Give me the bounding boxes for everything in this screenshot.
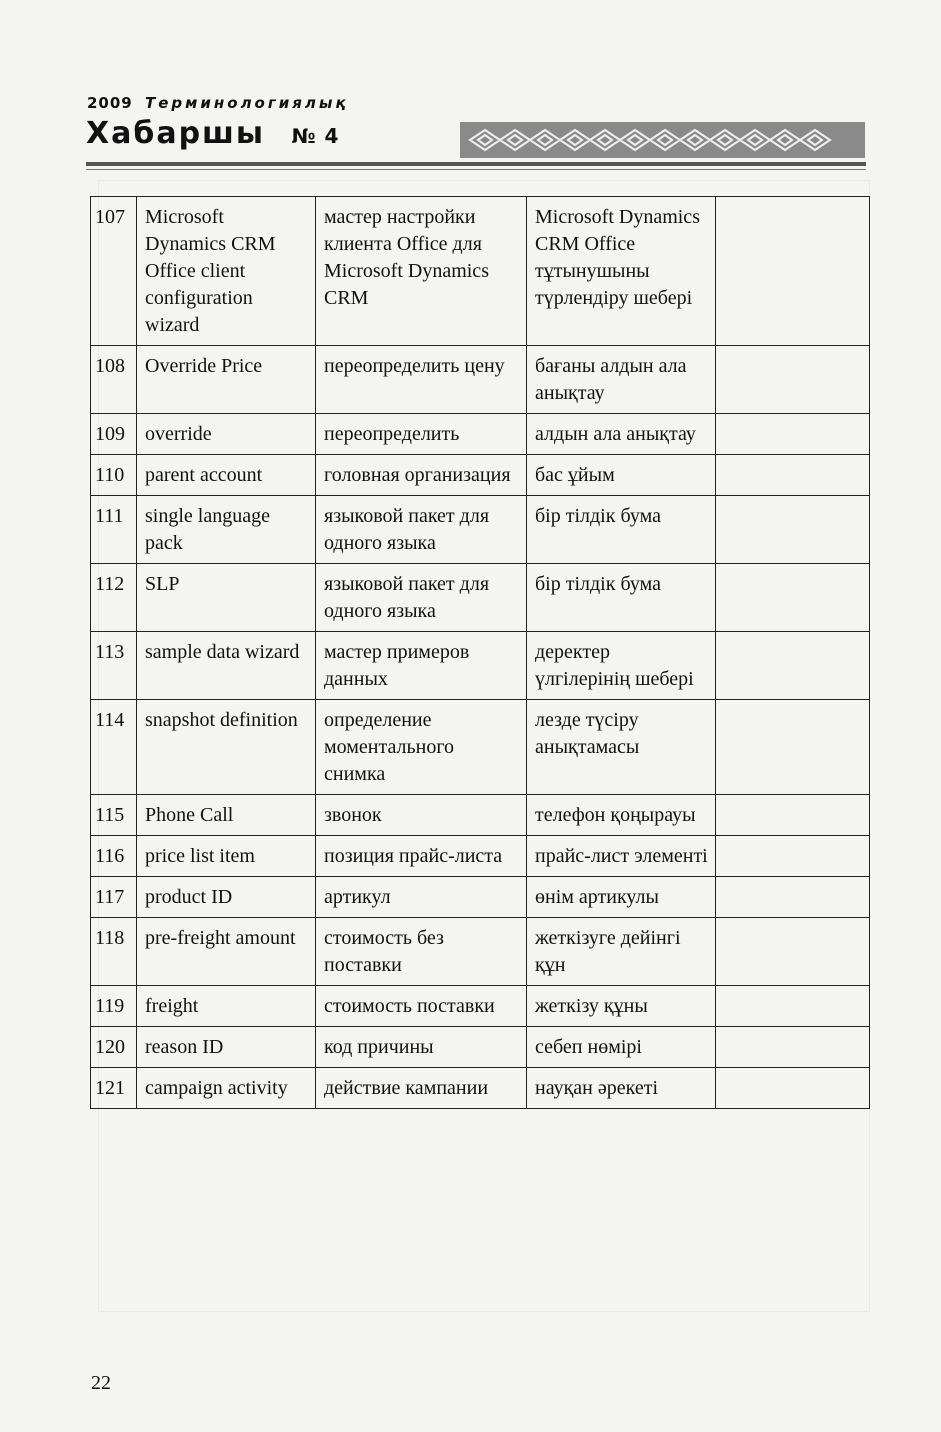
term-russian: переопределить цену — [316, 346, 527, 414]
term-number: 108 — [91, 346, 137, 414]
term-english: freight — [137, 986, 316, 1027]
term-number: 111 — [91, 496, 137, 564]
header-rule — [86, 162, 866, 166]
term-number: 109 — [91, 414, 137, 455]
term-russian: головная организация — [316, 455, 527, 496]
term-russian: мастер примеров данных — [316, 632, 527, 700]
table-row — [91, 1027, 870, 1068]
term-kazakh: алдын ала анықтау — [527, 414, 716, 455]
term-kazakh: телефон қоңырауы — [527, 795, 716, 836]
term-empty-cell — [716, 455, 870, 496]
term-russian: код причины — [316, 1027, 527, 1068]
term-kazakh: бір тілдік бума — [527, 496, 716, 564]
term-english: Phone Call — [137, 795, 316, 836]
term-english: parent account — [137, 455, 316, 496]
term-english: price list item — [137, 836, 316, 877]
term-kazakh: бас ұйым — [527, 455, 716, 496]
term-english: single language pack — [137, 496, 316, 564]
table-row — [91, 918, 870, 986]
term-number: 112 — [91, 564, 137, 632]
term-russian: мастер настройки клиента Office для Microsoft Dynamics CRM — [316, 197, 527, 346]
term-kazakh: өнім артикулы — [527, 877, 716, 918]
term-kazakh: жеткізуге дейінгі құн — [527, 918, 716, 986]
term-russian: звонок — [316, 795, 527, 836]
term-english: snapshot definition — [137, 700, 316, 795]
term-english: SLP — [137, 564, 316, 632]
term-empty-cell — [716, 197, 870, 346]
term-empty-cell — [716, 632, 870, 700]
term-empty-cell — [716, 918, 870, 986]
term-russian: стоимость поставки — [316, 986, 527, 1027]
term-russian: позиция прайс-листа — [316, 836, 527, 877]
term-russian: переопределить — [316, 414, 527, 455]
term-empty-cell — [716, 564, 870, 632]
term-kazakh: деректер үлгілерінің шебері — [527, 632, 716, 700]
table-row — [91, 197, 870, 346]
term-number: 120 — [91, 1027, 137, 1068]
term-number: 107 — [91, 197, 137, 346]
journal-year: 2009 — [87, 94, 133, 112]
term-english: Microsoft Dynamics CRM Office client configuration wizard — [137, 197, 316, 346]
header-rule-thin — [86, 169, 866, 170]
term-russian: стоимость без поставки — [316, 918, 527, 986]
term-number: 115 — [91, 795, 137, 836]
term-number: 116 — [91, 836, 137, 877]
term-empty-cell — [716, 414, 870, 455]
journal-header-line — [87, 94, 349, 112]
term-number: 114 — [91, 700, 137, 795]
term-english: campaign activity — [137, 1068, 316, 1109]
term-empty-cell — [716, 496, 870, 564]
term-empty-cell — [716, 877, 870, 918]
term-russian: артикул — [316, 877, 527, 918]
term-english: pre-freight amount — [137, 918, 316, 986]
term-empty-cell — [716, 795, 870, 836]
term-english: product ID — [137, 877, 316, 918]
term-number: 110 — [91, 455, 137, 496]
journal-subtitle: Хабаршы — [86, 116, 266, 151]
table-row — [91, 836, 870, 877]
term-russian: языковой пакет для одного языка — [316, 564, 527, 632]
term-english: Override Price — [137, 346, 316, 414]
table-row — [91, 414, 870, 455]
term-kazakh: Microsoft Dynamics CRM Office тұтынушыны түрлендіру шебері — [527, 197, 716, 346]
term-russian: языковой пакет для одного языка — [316, 496, 527, 564]
journal-title: Терминологиялық — [144, 94, 349, 112]
term-empty-cell — [716, 346, 870, 414]
term-number: 121 — [91, 1068, 137, 1109]
table-row — [91, 986, 870, 1027]
table-row — [91, 564, 870, 632]
term-empty-cell — [716, 700, 870, 795]
journal-masthead — [86, 116, 339, 151]
term-kazakh: бағаны алдын ала анықтау — [527, 346, 716, 414]
term-russian: действие кампании — [316, 1068, 527, 1109]
term-kazakh: прайс-лист элементі — [527, 836, 716, 877]
term-russian: определение моментального снимка — [316, 700, 527, 795]
table-row — [91, 1068, 870, 1109]
term-number: 118 — [91, 918, 137, 986]
table-row — [91, 795, 870, 836]
term-number: 117 — [91, 877, 137, 918]
term-kazakh: бір тілдік бума — [527, 564, 716, 632]
term-empty-cell — [716, 1027, 870, 1068]
term-kazakh: жеткізу құны — [527, 986, 716, 1027]
table-row — [91, 346, 870, 414]
table-row — [91, 455, 870, 496]
table-row — [91, 496, 870, 564]
term-kazakh: науқан әрекеті — [527, 1068, 716, 1109]
terms-table — [90, 196, 870, 1109]
term-english: reason ID — [137, 1027, 316, 1068]
term-empty-cell — [716, 986, 870, 1027]
table-row — [91, 877, 870, 918]
ornament-band-icon — [460, 122, 865, 158]
term-number: 113 — [91, 632, 137, 700]
term-empty-cell — [716, 1068, 870, 1109]
term-empty-cell — [716, 836, 870, 877]
issue-number: № 4 — [291, 124, 340, 148]
term-english: sample data wizard — [137, 632, 316, 700]
page-number: 22 — [91, 1372, 111, 1394]
term-number: 119 — [91, 986, 137, 1027]
term-kazakh: себеп нөмірі — [527, 1027, 716, 1068]
term-kazakh: лезде түсіру анықтамасы — [527, 700, 716, 795]
table-row — [91, 700, 870, 795]
table-row — [91, 632, 870, 700]
term-english: override — [137, 414, 316, 455]
